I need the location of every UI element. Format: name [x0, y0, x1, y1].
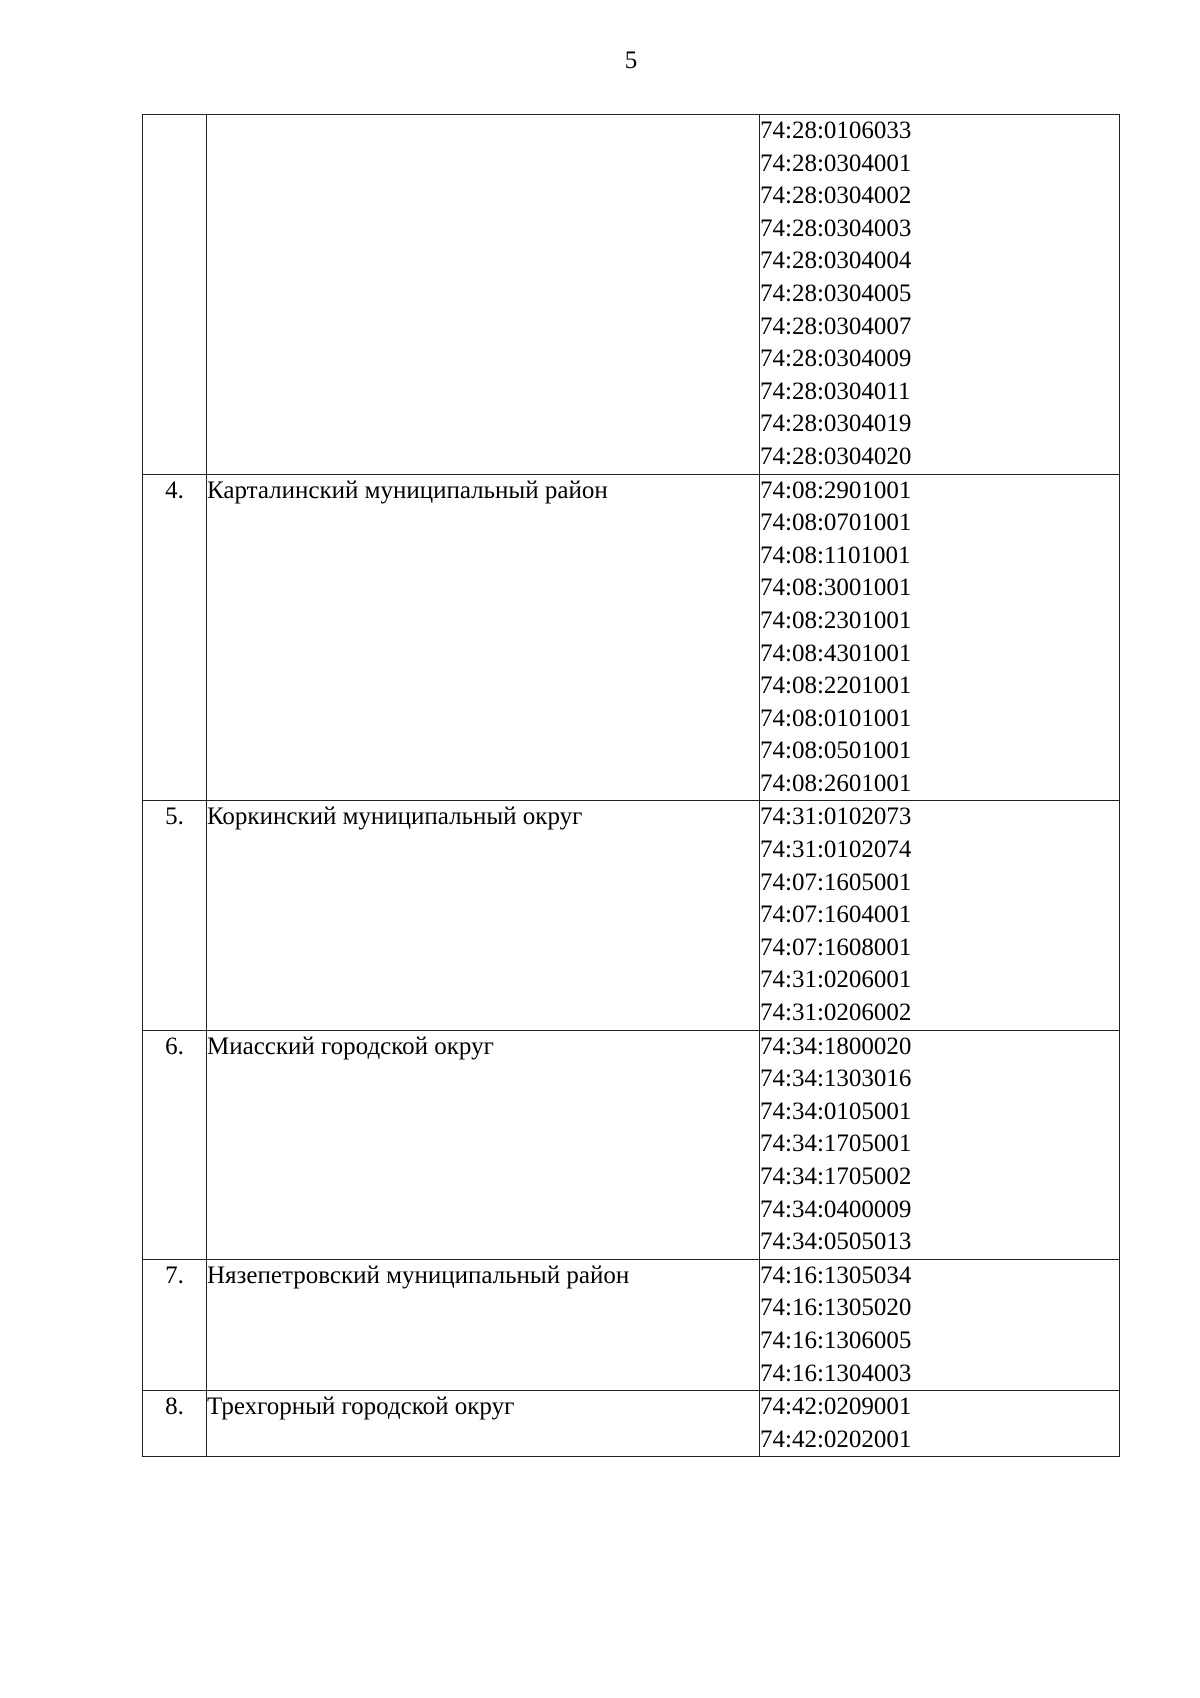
cadastral-code: 74:31:0102074 — [760, 836, 912, 864]
cadastral-code: 74:28:0304009 — [760, 345, 912, 373]
cadastral-code: 74:28:0304004 — [760, 247, 912, 275]
cadastral-code: 74:28:0304007 — [760, 312, 912, 340]
cadastral-code: 74:08:2301001 — [760, 606, 912, 634]
cadastral-code: 74:28:0304011 — [760, 377, 911, 405]
cadastral-code: 74:34:1800020 — [760, 1032, 912, 1060]
table-row — [143, 1259, 1120, 1390]
table-row — [143, 801, 1120, 1030]
cadastral-codes-cell — [760, 1391, 1120, 1457]
cadastral-code: 74:28:0304005 — [760, 279, 912, 307]
page-number: 5 — [624, 47, 638, 74]
cadastral-code: 74:34:1705001 — [760, 1130, 912, 1158]
cadastral-code: 74:16:1304003 — [760, 1359, 912, 1387]
municipality-name: Трехгорный городской округ — [207, 1391, 760, 1457]
cadastral-code: 74:07:1608001 — [760, 933, 912, 961]
cadastral-code: 74:08:2601001 — [760, 769, 912, 797]
row-number: 7. — [143, 1259, 207, 1390]
cadastral-code: 74:42:0202001 — [760, 1425, 912, 1453]
cadastral-code: 74:31:0206002 — [760, 999, 912, 1027]
cadastral-code: 74:16:1305020 — [760, 1294, 912, 1322]
cadastral-code: 74:07:1604001 — [760, 901, 912, 929]
cadastral-code: 74:34:0505013 — [760, 1228, 912, 1256]
cadastral-codes-cell — [760, 474, 1120, 801]
cadastral-code: 74:16:1306005 — [760, 1326, 912, 1354]
cadastral-code: 74:08:2201001 — [760, 672, 912, 700]
cadastral-code: 74:07:1605001 — [760, 868, 912, 896]
cadastral-code: 74:34:1303016 — [760, 1065, 912, 1093]
cadastral-code: 74:08:2901001 — [760, 476, 912, 504]
cadastral-code: 74:08:3001001 — [760, 574, 912, 602]
cadastral-table — [142, 114, 1120, 1457]
municipality-name: Нязепетровский муниципальный район — [207, 1259, 760, 1390]
municipality-name: Карталинский муниципальный район — [207, 474, 760, 801]
cadastral-code: 74:08:0701001 — [760, 509, 912, 537]
municipality-name — [207, 115, 760, 475]
table-row — [143, 115, 1120, 475]
row-number: 4. — [143, 474, 207, 801]
row-number: 5. — [143, 801, 207, 1030]
row-number: 8. — [143, 1391, 207, 1457]
table-row — [143, 1391, 1120, 1457]
cadastral-code: 74:28:0304003 — [760, 214, 912, 242]
cadastral-code: 74:08:0501001 — [760, 737, 912, 765]
cadastral-code: 74:28:0304001 — [760, 149, 912, 177]
cadastral-code: 74:28:0304019 — [760, 410, 912, 438]
cadastral-codes-cell — [760, 801, 1120, 1030]
cadastral-code: 74:34:0400009 — [760, 1195, 912, 1223]
municipality-name: Коркинский муниципальный округ — [207, 801, 760, 1030]
row-number — [143, 115, 207, 475]
table-row — [143, 1030, 1120, 1259]
cadastral-code: 74:34:0105001 — [760, 1097, 912, 1125]
cadastral-code: 74:28:0106033 — [760, 117, 912, 144]
cadastral-code: 74:42:0209001 — [760, 1393, 912, 1421]
cadastral-codes-cell — [760, 1030, 1120, 1259]
cadastral-code: 74:31:0206001 — [760, 966, 912, 994]
municipality-name: Миасский городской округ — [207, 1030, 760, 1259]
cadastral-code: 74:34:1705002 — [760, 1163, 912, 1190]
cadastral-code: 74:16:1305034 — [760, 1261, 912, 1289]
table-row — [143, 474, 1120, 801]
cadastral-codes-cell — [760, 1259, 1120, 1390]
cadastral-table-body — [143, 115, 1120, 1457]
cadastral-code: 74:08:1101001 — [760, 541, 911, 569]
cadastral-codes-cell — [760, 115, 1120, 475]
cadastral-code: 74:28:0304020 — [760, 442, 912, 470]
cadastral-code: 74:31:0102073 — [760, 803, 912, 831]
cadastral-code: 74:08:0101001 — [760, 704, 912, 732]
cadastral-code: 74:08:4301001 — [760, 639, 912, 667]
row-number: 6. — [143, 1030, 207, 1259]
cadastral-code: 74:28:0304002 — [760, 182, 912, 210]
